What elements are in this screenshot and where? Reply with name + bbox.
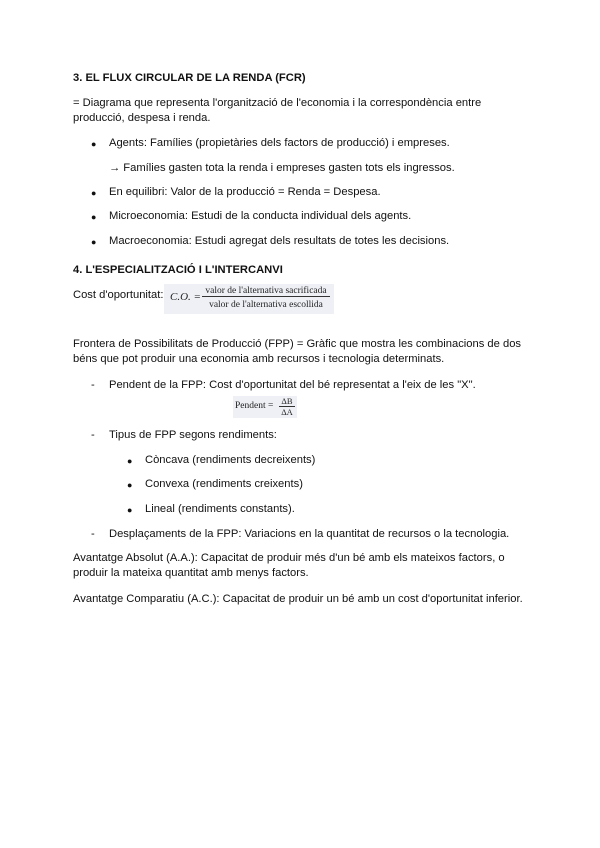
pendent-text: Pendent de la FPP: Cost d'oportunitat del bé representat a l'eix de les "X". xyxy=(109,379,476,391)
pendent-formula-lhs: Pendent = xyxy=(235,401,274,411)
section-3-definition-line-1: = Diagrama que representa l'organització de l'economia i la correspondència entre xyxy=(73,97,482,109)
tipus-fpp-text: Tipus de FPP segons rendiments: xyxy=(109,429,277,441)
pendent-formula-denominator: ΔA xyxy=(281,407,293,417)
avantatge-comparatiu: Avantatge Comparatiu (A.C.): Capacitat de produir un bé amb un cost d'oportunitat inferior. xyxy=(73,593,523,605)
section-4-heading: 4. L'ESPECIALITZACIÓ I L'INTERCANVI xyxy=(73,264,283,276)
bullet-microeconomia: Microeconomia: Estudi de la conducta individual dels agents. xyxy=(109,210,412,222)
bullet-dot-icon: ● xyxy=(127,456,133,466)
bullet-dot-icon: ● xyxy=(127,480,133,490)
tipus-convexa: Convexa (rendiments creixents) xyxy=(145,478,303,490)
dash-marker: - xyxy=(91,528,95,540)
bullet-dot-icon: ● xyxy=(91,188,97,198)
co-formula-numerator: valor de l'alternativa sacrificada xyxy=(202,286,330,297)
section-3-heading: 3. EL FLUX CIRCULAR DE LA RENDA (FCR) xyxy=(73,72,306,84)
fpp-definition-line-1: Frontera de Possibilitats de Producció (FPP) = Gràfic que mostra les combinacions de dos xyxy=(73,338,522,350)
tipus-concava: Còncava (rendiments decreixents) xyxy=(145,454,316,466)
arrow-note: → Famílies gasten tota la renda i empreses gasten tots els ingressos. xyxy=(109,162,455,174)
bullet-equilibri: En equilibri: Valor de la producció = Renda = Despesa. xyxy=(109,186,381,198)
bullet-agents: Agents: Famílies (propietàries dels factors de producció) i empreses. xyxy=(109,137,450,149)
dash-marker: - xyxy=(91,379,95,391)
co-formula xyxy=(164,284,334,314)
section-3-definition-line-2: producció, despesa i renda. xyxy=(73,112,211,124)
pendent-formula xyxy=(233,396,297,418)
bullet-macroeconomia: Macroeconomia: Estudi agregat dels resultats de totes les decisions. xyxy=(109,235,450,247)
bullet-dot-icon: ● xyxy=(127,505,133,515)
bullet-dot-icon: ● xyxy=(91,237,97,247)
bullet-dot-icon: ● xyxy=(91,212,97,222)
co-formula-denominator: valor de l'alternativa escollida xyxy=(209,300,323,310)
co-formula-lhs: C.O. = xyxy=(170,291,201,303)
cost-oportunitat-label: Cost d'oportunitat: xyxy=(73,289,164,301)
desplacaments-text: Desplaçaments de la FPP: Variacions en la quantitat de recursos o la tecnologia. xyxy=(109,528,510,540)
pendent-formula-numerator: ΔB xyxy=(279,396,295,407)
dash-marker: - xyxy=(91,429,95,441)
fpp-definition-line-2: béns que pot produir una economia amb recursos i tecnologia determinats. xyxy=(73,353,445,365)
bullet-dot-icon: ● xyxy=(91,139,97,149)
avantatge-absolut-line-1: Avantatge Absolut (A.A.): Capacitat de produir més d'un bé amb els mateixos factors, o xyxy=(73,552,505,564)
tipus-lineal: Lineal (rendiments constants). xyxy=(145,503,295,515)
avantatge-absolut-line-2: produir la mateixa quantitat amb menys factors. xyxy=(73,567,309,579)
